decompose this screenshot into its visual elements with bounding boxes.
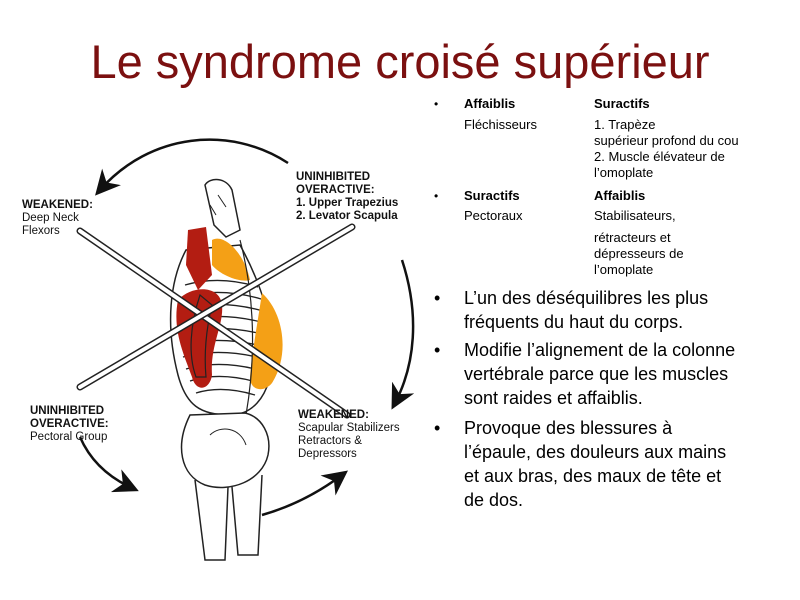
slide-title: Le syndrome croisé supérieur xyxy=(90,35,710,88)
arrow-top xyxy=(100,140,288,190)
leg-outline xyxy=(195,475,262,560)
row1-col2-header: Suractifs xyxy=(594,96,650,111)
row1-col1-value: Fléchisseurs xyxy=(464,117,537,132)
arrow-right xyxy=(395,260,413,403)
label-overactive-pectoral: UNINHIBITED OVERACTIVE: Pectoral Group xyxy=(30,405,109,443)
row1-col1-header: Affaiblis xyxy=(464,96,516,111)
pelvis-outline xyxy=(182,413,269,487)
row2-col1-value: Pectoraux xyxy=(464,208,523,223)
upper-crossed-syndrome-illustration xyxy=(0,115,430,585)
label-weakened-neck-flexors: WEAKENED: Deep Neck Flexors xyxy=(22,199,93,237)
label-weakened-scapular-stabilizers: WEAKENED: Scapular Stabilizers Retractors & Depressors xyxy=(298,409,400,460)
arrow-bottom xyxy=(262,475,342,515)
row2-col2-header: Affaiblis xyxy=(594,188,646,203)
row2-col1-header: Suractifs xyxy=(464,188,520,203)
label-overactive-trapezius: UNINHIBITED OVERACTIVE: 1. Upper Trapezius 2. Levator Scapula xyxy=(296,171,399,222)
head-outline xyxy=(205,180,240,237)
arrow-left xyxy=(80,437,132,488)
